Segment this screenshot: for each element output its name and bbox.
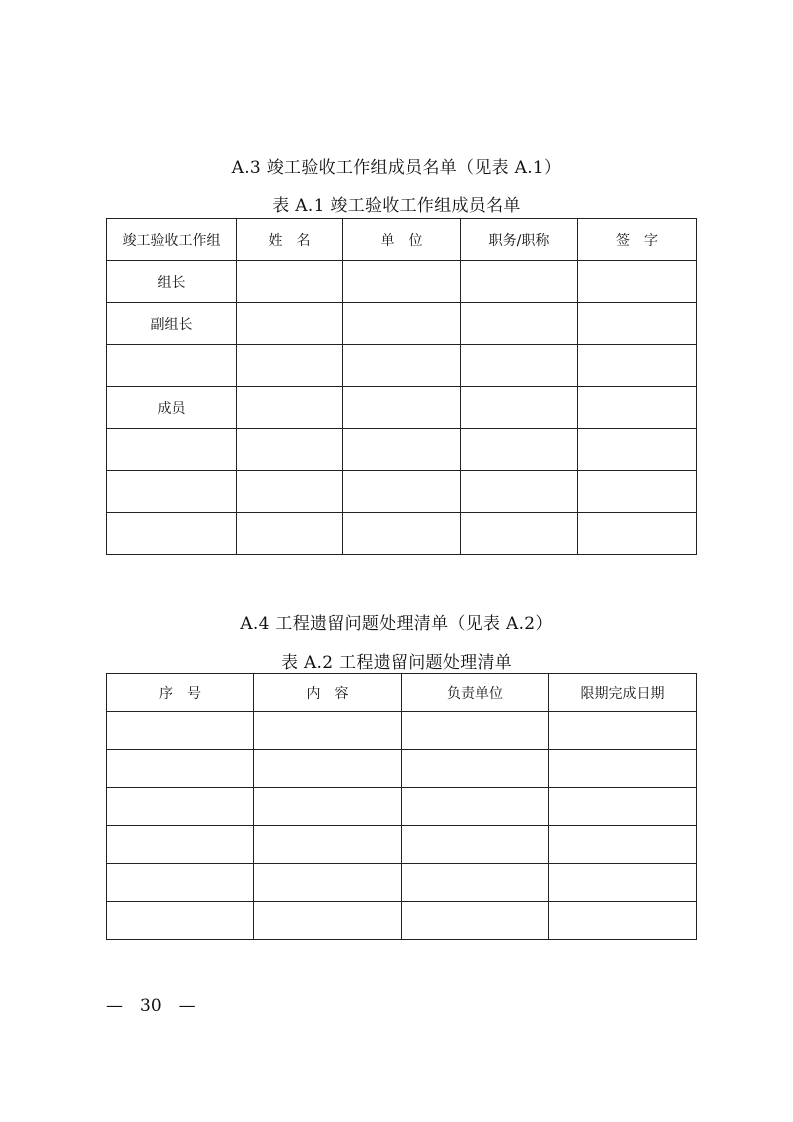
table-row bbox=[107, 788, 697, 826]
table-cell bbox=[107, 864, 254, 902]
table-row bbox=[107, 345, 697, 387]
table-cell bbox=[254, 750, 402, 788]
table-row bbox=[107, 712, 697, 750]
role-cell bbox=[107, 345, 237, 387]
table-row bbox=[107, 387, 697, 429]
header-cell-content: 内 容 bbox=[254, 674, 402, 712]
table-row bbox=[107, 902, 697, 940]
table-cell bbox=[402, 826, 549, 864]
table-cell bbox=[254, 788, 402, 826]
table-cell bbox=[549, 902, 697, 940]
table-cell bbox=[402, 712, 549, 750]
table-cell bbox=[402, 788, 549, 826]
table-cell bbox=[402, 750, 549, 788]
table-cell bbox=[461, 387, 578, 429]
table-cell bbox=[549, 750, 697, 788]
table-row bbox=[107, 471, 697, 513]
table-row bbox=[107, 429, 697, 471]
role-cell: 组长 bbox=[107, 261, 237, 303]
table-cell bbox=[237, 429, 343, 471]
page-number: — 30 — bbox=[106, 996, 196, 1016]
section-heading-a3: A.3 竣工验收工作组成员名单（见表 A.1） bbox=[231, 158, 562, 178]
table-cell bbox=[402, 902, 549, 940]
table-row bbox=[107, 303, 697, 345]
table-caption-a2: 表 A.2 工程遗留问题处理清单 bbox=[280, 653, 513, 673]
table-cell bbox=[237, 471, 343, 513]
table-row bbox=[107, 750, 697, 788]
table-cell bbox=[549, 788, 697, 826]
table-cell bbox=[578, 261, 697, 303]
table-cell bbox=[237, 345, 343, 387]
table-cell bbox=[549, 864, 697, 902]
table-cell bbox=[237, 513, 343, 555]
table-cell bbox=[343, 345, 461, 387]
work-group-member-table bbox=[106, 218, 697, 555]
role-cell bbox=[107, 471, 237, 513]
table-cell bbox=[343, 387, 461, 429]
table-cell bbox=[343, 261, 461, 303]
table-row bbox=[107, 826, 697, 864]
table-cell bbox=[343, 471, 461, 513]
table-row bbox=[107, 261, 697, 303]
table-cell bbox=[343, 429, 461, 471]
table-cell bbox=[107, 750, 254, 788]
table-caption-a1: 表 A.1 竣工验收工作组成员名单 bbox=[272, 196, 521, 216]
header-cell-serial-number: 序 号 bbox=[107, 674, 254, 712]
header-cell-name: 姓 名 bbox=[237, 219, 343, 261]
table-cell bbox=[549, 826, 697, 864]
table-cell bbox=[107, 902, 254, 940]
table-cell bbox=[254, 902, 402, 940]
table-cell bbox=[461, 345, 578, 387]
table-cell bbox=[237, 387, 343, 429]
table-cell bbox=[343, 513, 461, 555]
remaining-issues-table bbox=[106, 673, 697, 940]
table-cell bbox=[237, 261, 343, 303]
table-cell bbox=[578, 387, 697, 429]
table-cell bbox=[461, 261, 578, 303]
header-cell-signature: 签 字 bbox=[578, 219, 697, 261]
table-cell bbox=[578, 345, 697, 387]
table-cell bbox=[461, 513, 578, 555]
header-cell-unit: 单 位 bbox=[343, 219, 461, 261]
table-cell bbox=[343, 303, 461, 345]
table-cell bbox=[107, 826, 254, 864]
table-row bbox=[107, 864, 697, 902]
table-cell bbox=[107, 788, 254, 826]
table-cell bbox=[549, 712, 697, 750]
role-cell: 副组长 bbox=[107, 303, 237, 345]
role-cell bbox=[107, 513, 237, 555]
table-cell bbox=[578, 471, 697, 513]
table-cell bbox=[578, 513, 697, 555]
table-cell bbox=[461, 429, 578, 471]
header-cell-title: 职务/职称 bbox=[461, 219, 578, 261]
table-cell bbox=[237, 303, 343, 345]
section-heading-a4: A.4 工程遗留问题处理清单（见表 A.2） bbox=[240, 614, 553, 634]
role-cell: 成员 bbox=[107, 387, 237, 429]
header-cell-deadline: 限期完成日期 bbox=[549, 674, 697, 712]
table-cell bbox=[461, 303, 578, 345]
header-cell-responsible-unit: 负责单位 bbox=[402, 674, 549, 712]
table-header-row bbox=[107, 674, 697, 712]
table-row bbox=[107, 513, 697, 555]
table-cell bbox=[254, 864, 402, 902]
table-cell bbox=[254, 826, 402, 864]
table-header-row bbox=[107, 219, 697, 261]
table-cell bbox=[402, 864, 549, 902]
role-cell bbox=[107, 429, 237, 471]
table-cell bbox=[578, 303, 697, 345]
table-cell bbox=[107, 712, 254, 750]
header-cell-work-group: 竣工验收工作组 bbox=[107, 219, 237, 261]
table-cell bbox=[254, 712, 402, 750]
table-cell bbox=[578, 429, 697, 471]
table-cell bbox=[461, 471, 578, 513]
